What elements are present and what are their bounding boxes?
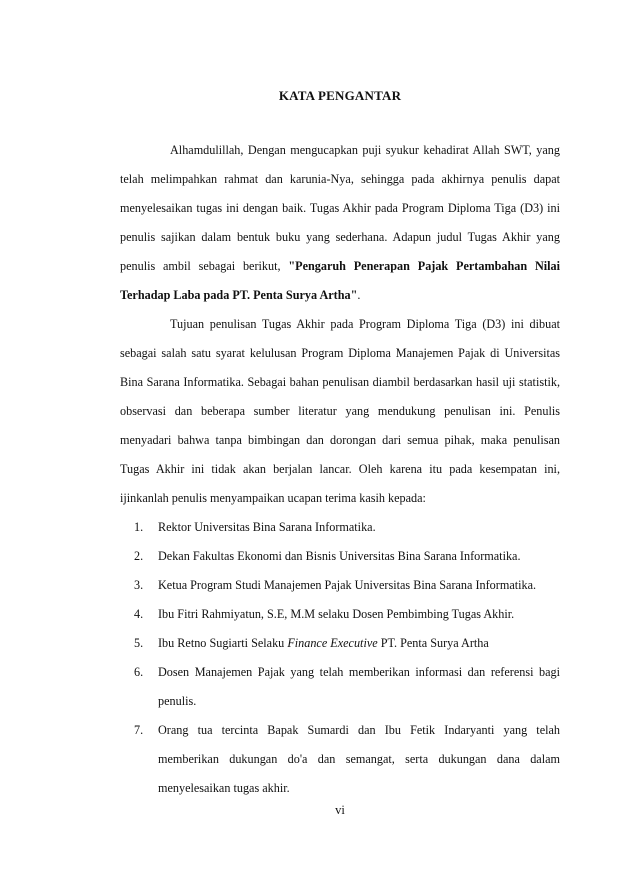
list-item-text: Orang tua tercinta Bapak Sumardi dan Ibu Fetik Indaryanti yang telah memberikan dukungan do'a dan semangat, serta dukungan dana dalam menyelesaikan tugas akhir. xyxy=(158,723,560,795)
list-item-text: Rektor Universitas Bina Sarana Informatika. xyxy=(158,520,376,534)
list-item-text-prefix: Ibu Retno Sugiarti Selaku xyxy=(158,636,288,650)
list-item-text: Ibu Fitri Rahmiyatun, S.E, M.M selaku Dosen Pembimbing Tugas Akhir. xyxy=(158,607,515,621)
list-item-number: 3. xyxy=(134,578,144,592)
list-item-text-suffix: PT. Penta Surya Artha xyxy=(377,636,489,650)
list-item-italic: Finance Executive xyxy=(287,636,378,650)
list-item-number: 4. xyxy=(134,607,144,621)
list-item-number: 7. xyxy=(134,723,144,737)
paragraph-purpose: Tujuan penulisan Tugas Akhir pada Program Diploma Tiga (D3) ini dibuat sebagai salah satu syarat kelulusan Program Diploma Manajemen Pajak di Universitas Bina Sarana Informatika. Sebagai bahan penulisan diambil berdasarkan hasil uji statistik, observasi dan beberapa sumber literatur yang mendukung penulisan ini. Penulis menyadari bahwa tanpa bimbingan dan dorongan dari semua pihak, maka penulisan Tugas Akhir ini tidak akan berjalan lancar. Oleh karena itu pada kesempatan ini, ijinkanlah penulis menyampaikan ucapan terima kasih kepada: xyxy=(120,317,560,505)
list-item xyxy=(120,600,560,629)
list-item xyxy=(120,513,560,542)
list-item xyxy=(120,716,560,803)
list-item-number: 6. xyxy=(134,665,144,679)
paragraph-intro-text: Alhamdulillah, Dengan mengucapkan puji syukur kehadirat Allah SWT, yang telah melimpahkan rahmat dan karunia-Nya, sehingga pada akhirnya penulis dapat menyelesaikan tugas ini dengan baik. Tugas Akhir pada Program Diploma Tiga (D3) ini penulis sajikan dalam bentuk buku yang sederhana. Adapun judul Tugas Akhir yang penulis ambil sebagai berikut, xyxy=(120,143,560,273)
list-item xyxy=(120,571,560,600)
acknowledgement-list xyxy=(120,513,560,803)
paragraph-intro-end: . xyxy=(357,288,361,302)
list-item xyxy=(120,658,560,716)
page-title: KATA PENGANTAR xyxy=(278,88,402,103)
list-item-text: Dosen Manajemen Pajak yang telah memberikan informasi dan referensi bagi penulis. xyxy=(158,665,560,708)
document-body xyxy=(120,136,560,803)
list-item-number: 5. xyxy=(134,636,144,650)
paragraph-intro xyxy=(120,136,560,310)
page-number: vi xyxy=(335,803,345,817)
list-item-number: 2. xyxy=(134,549,144,563)
thesis-title: "Pengaruh Penerapan Pajak Pertambahan Nilai Terhadap Laba pada PT. Penta Surya Artha" xyxy=(120,259,560,302)
list-item xyxy=(120,542,560,571)
list-item-number: 1. xyxy=(134,520,144,534)
list-item xyxy=(120,629,560,658)
list-item-text: Ketua Program Studi Manajemen Pajak Universitas Bina Sarana Informatika. xyxy=(158,578,537,592)
list-item-text: Dekan Fakultas Ekonomi dan Bisnis Universitas Bina Sarana Informatika. xyxy=(158,549,521,563)
